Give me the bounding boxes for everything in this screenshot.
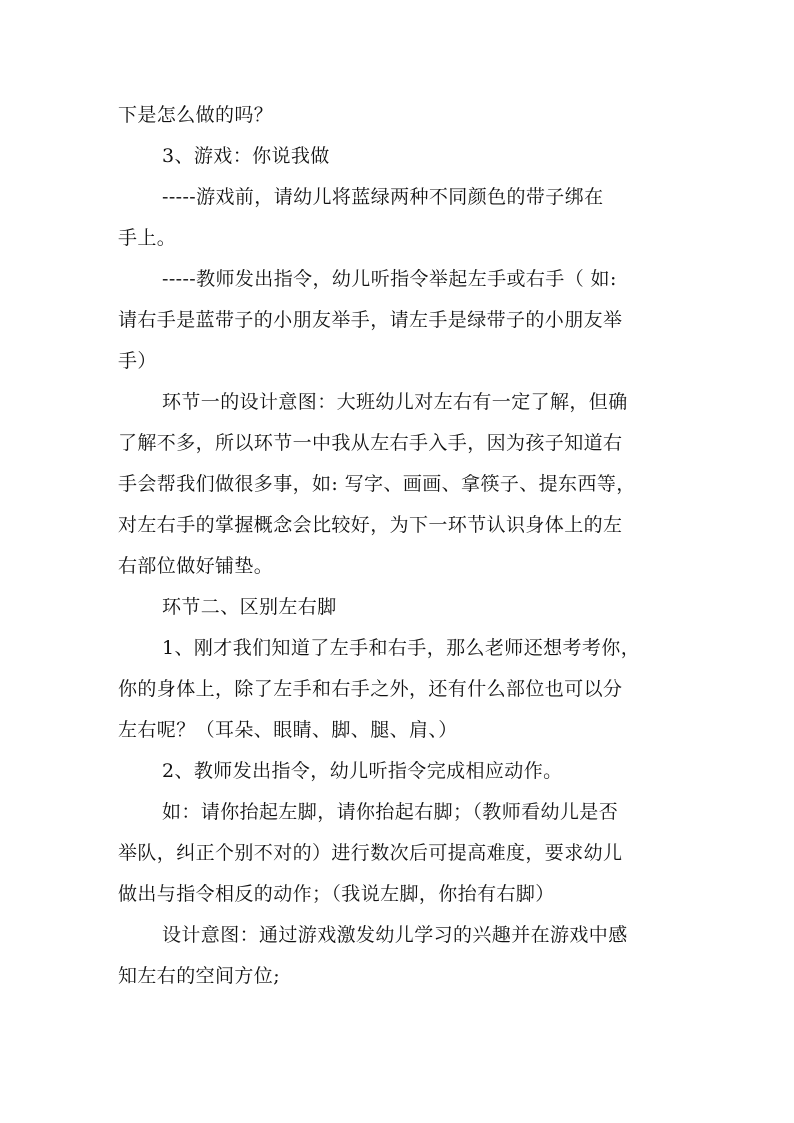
text-line: 做出与指令相反的动作；（我说左脚，你抬有右脚） (118, 883, 555, 905)
text-line: 右部位做好铺垫。 (118, 555, 274, 577)
text-line: 设计意图：通过游戏激发幼儿学习的兴趣并在游戏中感 (162, 924, 628, 946)
text-line: 2、教师发出指令，幼儿听指令完成相应动作。 (162, 760, 563, 782)
text-line: 左右呢？（耳朵、眼睛、脚、腿、肩、） (118, 719, 458, 741)
text-line: 知左右的空间方位; (118, 965, 281, 987)
text-line: 下是怎么做的吗？ (118, 104, 274, 126)
document-page (118, 95, 678, 997)
text-line: 手） (118, 350, 157, 372)
text-line: 请右手是蓝带子的小朋友举手，请左手是绿带子的小朋友举 (118, 309, 623, 331)
text-line: 环节一的设计意图：大班幼儿对左右有一定了解，但确 (162, 391, 628, 413)
text-line: 举队，纠正个别不对的）进行数次后可提高难度，要求幼儿 (118, 842, 623, 864)
text-line: 你的身体上，除了左手和右手之外，还有什么部位也可以分 (118, 678, 623, 700)
text-line: 了解不多，所以环节一中我从左右手入手，因为孩子知道右 (118, 432, 623, 454)
section-heading: 环节二、区别左右脚 (162, 596, 337, 618)
text-line: 手会帮我们做很多事，如: 写字、画画、拿筷子、提东西等， (118, 473, 636, 495)
text-line: 手上。 (118, 227, 177, 249)
text-line: -----游戏前，请幼儿将蓝绿两种不同颜色的带子绑在 (162, 186, 604, 208)
text-line: 3、游戏：你说我做 (162, 145, 330, 167)
text-line: -----教师发出指令，幼儿听指令举起左手或右手（ 如: (162, 268, 617, 290)
text-line: 对左右手的掌握概念会比较好，为下一环节认识身体上的左 (118, 514, 623, 536)
text-line: 1、刚才我们知道了左手和右手，那么老师还想考考你， (162, 637, 641, 659)
text-line: 如：请你抬起左脚，请你抬起右脚；（教师看幼儿是否 (162, 801, 619, 823)
